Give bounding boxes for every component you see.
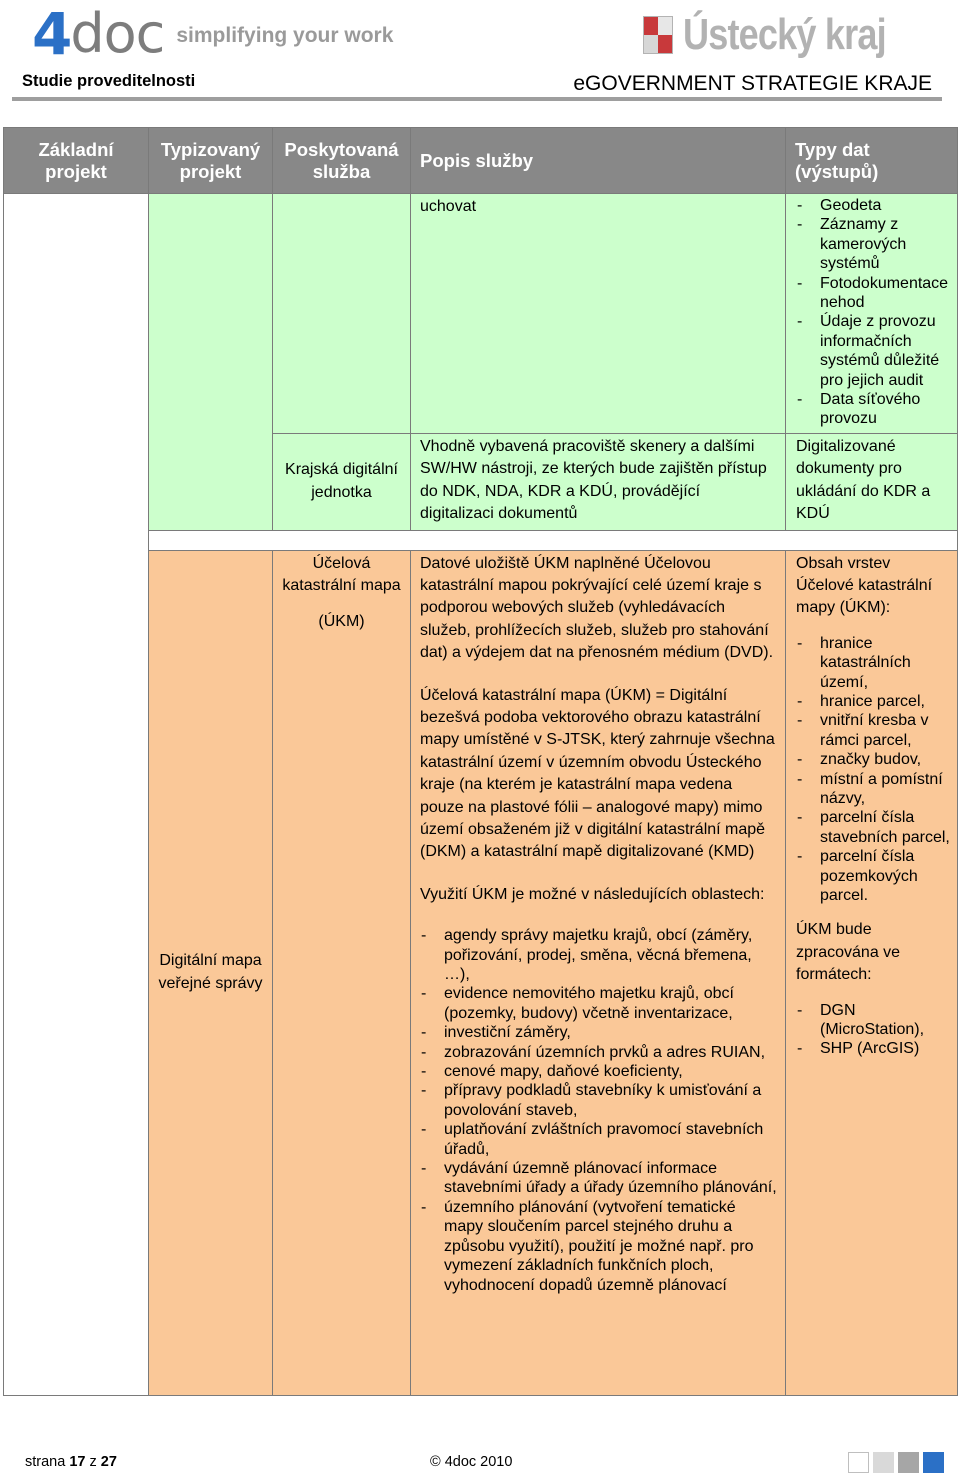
footer-decoration <box>848 1452 944 1473</box>
square-icon <box>923 1452 944 1473</box>
list-item: - investiční záměry, <box>420 1023 777 1042</box>
region-crest-icon <box>643 16 673 54</box>
list-item: - evidence nemovitého majetku krajů, obcí (pozemky, budovy) včetně inventarizace, <box>420 984 777 1023</box>
header-divider <box>12 97 942 101</box>
typed-project-cell <box>149 194 273 531</box>
service-abbreviation: (ÚKM) <box>318 613 365 631</box>
description-cell <box>411 433 786 530</box>
services-table <box>3 127 958 1396</box>
list-item: - parcelní čísla stavebních parcel, <box>796 808 951 847</box>
list-item: - SHP (ArcGIS) <box>796 1039 951 1058</box>
list-item: - cenové mapy, daňové koeficienty, <box>420 1062 777 1081</box>
description-paragraph: Využití ÚKM je možné v následujících oblastech: <box>420 885 765 903</box>
page-number: strana 17 z 27 <box>25 1454 117 1470</box>
square-icon <box>848 1452 869 1473</box>
formats-intro: ÚKM bude zpracována ve formátech: <box>796 921 901 984</box>
data-types-list <box>796 196 951 429</box>
list-item: - Geodeta <box>796 196 951 215</box>
description-text: Vhodně vybavená pracoviště skenery a dalšími SW/HW nástroji, ze kterých bude zajištěn přístup do NDK, NDA, KDR a KDÚ, provádějící digitalizaci dokumentů <box>420 437 767 523</box>
list-item: - vydávání územně plánovací informace stavebními úřady a úřady územního plánování, <box>420 1159 777 1198</box>
formats-list <box>796 1001 951 1059</box>
header-provided-service: Poskytovaná služba <box>273 128 411 194</box>
description-paragraph: Datové uložiště ÚKM naplněné Účelovou katastrální mapou pokrývající celé území kraje s podporou webových služeb (vyhledávacích služeb, prohlížecích služeb, služeb pro stahování dat) a výdejem dat na přenosném médium (DVD). <box>420 554 774 662</box>
document-type: Studie proveditelnosti <box>22 72 196 90</box>
data-types-cell <box>786 194 958 434</box>
service-cell: Krajská digitální jednotka <box>273 433 411 530</box>
copyright: © 4doc 2010 <box>430 1454 513 1470</box>
list-item: - hranice katastrálních území, <box>796 634 951 692</box>
company-logo <box>32 0 394 68</box>
list-item: - Data síťového provozu <box>796 390 951 429</box>
header-data-types: Typy dat (výstupů) <box>786 128 958 194</box>
header-basic-project: Základní projekt <box>4 128 149 194</box>
description-paragraph: Účelová katastrální mapa (ÚKM) = Digitální bezešvá podoba vektorového obrazu katastrální mapy umístěné v S-JTSK, který zahrnuje všechna katastrální území v územním obvodu Ústeckého kraje (na kterém je katastrální mapa vedena pouze na plastové fólii – analogové mapy) mimo území obsaženém již v digitální katastrální mapě (DKM) a katastrální mapě digitalizované (KMD) <box>420 686 775 861</box>
logo-word: doc <box>70 2 165 65</box>
list-item: - vnitřní kresba v rámci parcel, <box>796 711 951 750</box>
list-item: - hranice parcel, <box>796 692 951 711</box>
list-item: - DGN (MicroStation), <box>796 1001 951 1040</box>
service-name: Účelová katastrální mapa <box>282 554 401 594</box>
square-icon <box>898 1452 919 1473</box>
list-item: - značky budov, <box>796 750 951 769</box>
header-service-description: Popis služby <box>411 128 786 194</box>
typed-project-cell: Digitální mapa veřejné správy <box>149 550 273 1395</box>
layers-list <box>796 634 951 906</box>
description-text: uchovat <box>420 198 477 215</box>
service-cell <box>273 194 411 434</box>
basic-project-cell <box>4 194 149 1396</box>
list-item: - přípravy podkladů stavebníky k umisťování a povolování staveb, <box>420 1081 777 1120</box>
list-item: - Údaje z provozu informačních systémů důležité pro jejich audit <box>796 312 951 390</box>
service-cell <box>273 550 411 1395</box>
description-cell <box>411 550 786 1395</box>
list-item: - Fotodokumentace nehod <box>796 274 951 313</box>
logo-tagline: simplifying your work <box>176 24 394 47</box>
list-item: - parcelní čísla pozemkových parcel. <box>796 847 951 905</box>
data-types-text: Digitalizované dokumenty pro ukládání do KDR a KDÚ <box>796 437 931 523</box>
layers-intro: Obsah vrstev Účelové katastrální mapy (ÚKM): <box>796 554 933 617</box>
square-icon <box>873 1452 894 1473</box>
data-types-cell <box>786 550 958 1395</box>
uses-list <box>420 926 777 1295</box>
region-name: Ústecký kraj <box>682 10 886 59</box>
list-item: - zobrazování územních prvků a adres RUIAN, <box>420 1043 777 1062</box>
logo-number: 4 <box>32 0 71 68</box>
list-item: - územního plánování (vytvoření tematické mapy sloučením parcel stejného druhu a způsobu využití), použití je možné např. pro vymezení základních funkčních ploch, vyhodnocení dopadů územně plánovací <box>420 1198 777 1295</box>
description-cell <box>411 194 786 434</box>
list-item: - místní a pomístní názvy, <box>796 770 951 809</box>
table-row <box>4 194 958 434</box>
list-item: - uplatňování zvláštních pravomocí stavebních úřadů, <box>420 1120 777 1159</box>
document-title: eGOVERNMENT STRATEGIE KRAJE <box>573 72 932 95</box>
table-header-row <box>4 128 958 194</box>
data-types-cell <box>786 433 958 530</box>
region-logo <box>643 6 930 64</box>
list-item: - agendy správy majetku krajů, obcí (záměry, pořizování, prodej, směna, věcná břemena, …), <box>420 926 777 984</box>
list-item: - Záznamy z kamerových systémů <box>796 215 951 273</box>
header-typed-project: Typizovaný projekt <box>149 128 273 194</box>
